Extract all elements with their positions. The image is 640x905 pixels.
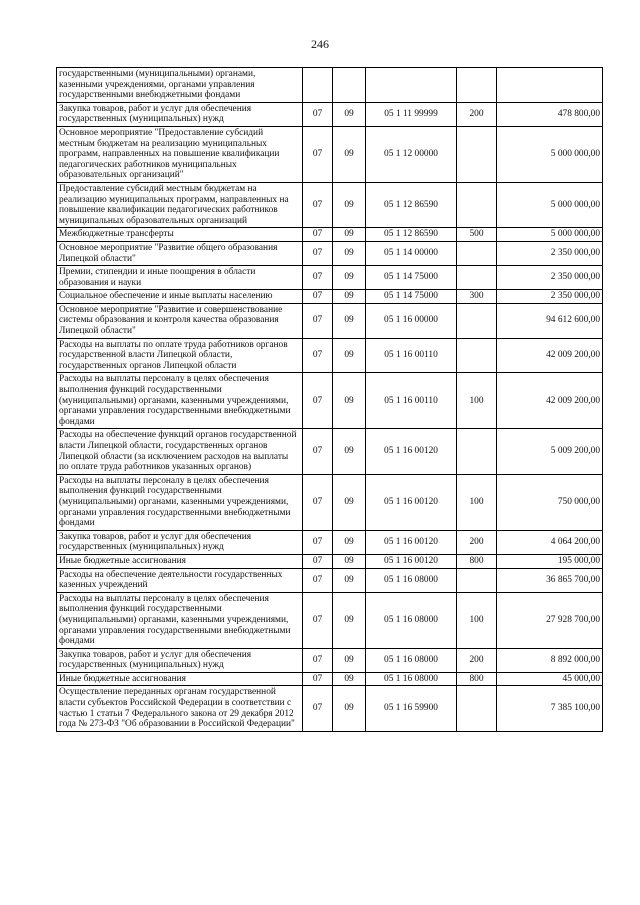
row-code-cell: 05 1 16 00120 [366,530,457,554]
table-row [57,303,603,338]
row-sum-cell: 8 892 000,00 [497,648,603,672]
row-name-cell: Осуществление переданных органам государственной власти субъектов Российской Федерации в соответствии с частью 1 статьи 7 Федерального закона от 29 декабря 2012 года № 273-ФЗ "Об образовании в Российской Федерации" [57,686,303,731]
row-section-cell: 07 [303,474,333,530]
row-code-cell: 05 1 16 00120 [366,429,457,474]
row-name-cell: Основное мероприятие "Развитие и совершенствование системы образования и контроля качества образования Липецкой области" [57,303,303,338]
row-subsection-cell: 09 [333,182,366,227]
row-type-cell [457,686,497,731]
row-section-cell: 07 [303,373,333,429]
row-name-cell: Социальное обеспечение и иные выплаты населению [57,290,303,304]
row-code-cell: 05 1 14 75000 [366,266,457,290]
table-row [57,373,603,429]
row-type-cell [457,126,497,182]
row-subsection-cell: 09 [333,686,366,731]
table-row [57,686,603,731]
row-sum-cell: 2 350 000,00 [497,266,603,290]
row-type-cell [457,338,497,373]
row-code-cell: 05 1 14 75000 [366,290,457,304]
row-sum-cell: 5 000 000,00 [497,228,603,242]
row-code-cell: 05 1 16 00120 [366,474,457,530]
row-code-cell: 05 1 16 00110 [366,338,457,373]
table-row [57,592,603,648]
row-code-cell: 05 1 16 00120 [366,554,457,568]
table-row [57,102,603,126]
table-row [57,554,603,568]
row-code-cell: 05 1 16 08000 [366,672,457,686]
row-type-cell [457,568,497,592]
row-subsection-cell: 09 [333,102,366,126]
row-subsection-cell: 09 [333,592,366,648]
row-sum-cell [497,68,603,103]
row-section-cell: 07 [303,126,333,182]
row-type-cell: 800 [457,554,497,568]
row-code-cell: 05 1 16 00000 [366,303,457,338]
row-section-cell: 07 [303,530,333,554]
row-code-cell: 05 1 12 86590 [366,182,457,227]
row-section-cell: 07 [303,672,333,686]
row-type-cell: 100 [457,474,497,530]
row-sum-cell: 36 865 700,00 [497,568,603,592]
row-type-cell [457,429,497,474]
row-subsection-cell: 09 [333,290,366,304]
row-subsection-cell: 09 [333,303,366,338]
row-subsection-cell: 09 [333,474,366,530]
row-name-cell: Закупка товаров, работ и услуг для обеспечения государственных (муниципальных) нужд [57,648,303,672]
row-section-cell: 07 [303,102,333,126]
row-type-cell: 500 [457,228,497,242]
row-subsection-cell: 09 [333,530,366,554]
row-code-cell: 05 1 16 59900 [366,686,457,731]
row-code-cell: 05 1 16 00110 [366,373,457,429]
table-row [57,429,603,474]
row-code-cell: 05 1 16 08000 [366,648,457,672]
row-code-cell: 05 1 14 00000 [366,241,457,265]
row-sum-cell: 45 000,00 [497,672,603,686]
budget-table [56,67,603,732]
row-name-cell: Расходы на обеспечение функций органов государственной власти Липецкой области, государственных органов Липецкой области (за исключением расходов на выплаты по оплате труда работников указанных органов) [57,429,303,474]
row-section-cell: 07 [303,554,333,568]
row-section-cell: 07 [303,592,333,648]
table-row [57,68,603,103]
row-type-cell: 100 [457,592,497,648]
table-row [57,182,603,227]
row-subsection-cell: 09 [333,126,366,182]
row-type-cell [457,182,497,227]
row-name-cell: Иные бюджетные ассигнования [57,554,303,568]
row-name-cell: Расходы на выплаты по оплате труда работников органов государственной власти Липецкой области, государственных органов Липецкой области [57,338,303,373]
row-sum-cell: 7 385 100,00 [497,686,603,731]
row-subsection-cell: 09 [333,672,366,686]
row-subsection-cell: 09 [333,228,366,242]
row-sum-cell: 195 000,00 [497,554,603,568]
row-sum-cell: 750 000,00 [497,474,603,530]
row-section-cell: 07 [303,266,333,290]
row-section-cell: 07 [303,568,333,592]
row-sum-cell: 5 000 000,00 [497,182,603,227]
row-type-cell: 300 [457,290,497,304]
row-subsection-cell: 09 [333,648,366,672]
row-type-cell [457,68,497,103]
table-row [57,530,603,554]
row-type-cell: 200 [457,648,497,672]
row-section-cell: 07 [303,241,333,265]
row-code-cell: 05 1 12 00000 [366,126,457,182]
row-name-cell: Предоставление субсидий местным бюджетам на реализацию муниципальных программ, направленных на повышение квалификации педагогических работников муниципальных образовательных организаций [57,182,303,227]
row-name-cell: Премии, стипендии и иные поощрения в области образования и науки [57,266,303,290]
row-sum-cell: 94 612 600,00 [497,303,603,338]
row-name-cell: Иные бюджетные ассигнования [57,672,303,686]
row-name-cell: Расходы на выплаты персоналу в целях обеспечения выполнения функций государственными (муниципальными) органами, казенными учреждениями, органами управления государственными внебюджетными фондами [57,592,303,648]
row-sum-cell: 4 064 200,00 [497,530,603,554]
row-type-cell: 100 [457,373,497,429]
row-section-cell: 07 [303,338,333,373]
row-section-cell: 07 [303,303,333,338]
row-section-cell: 07 [303,429,333,474]
row-subsection-cell: 09 [333,338,366,373]
row-section-cell [303,68,333,103]
table-row [57,648,603,672]
row-subsection-cell: 09 [333,554,366,568]
table-row [57,568,603,592]
row-name-cell: Расходы на обеспечение деятельности государственных казенных учреждений [57,568,303,592]
row-name-cell: государственными (муниципальными) органами, казенными учреждениями, органами управления государственными внебюджетными фондами [57,68,303,103]
row-code-cell: 05 1 12 86590 [366,228,457,242]
table-row [57,672,603,686]
row-code-cell: 05 1 16 08000 [366,568,457,592]
row-type-cell: 800 [457,672,497,686]
row-section-cell: 07 [303,686,333,731]
row-sum-cell: 478 800,00 [497,102,603,126]
row-type-cell [457,303,497,338]
row-sum-cell: 2 350 000,00 [497,290,603,304]
row-subsection-cell: 09 [333,266,366,290]
table-row [57,266,603,290]
table-row [57,338,603,373]
row-subsection-cell: 09 [333,373,366,429]
row-name-cell: Основное мероприятие "Развитие общего образования Липецкой области" [57,241,303,265]
row-code-cell: 05 1 11 99999 [366,102,457,126]
row-type-cell [457,266,497,290]
row-sum-cell: 5 000 000,00 [497,126,603,182]
table-row [57,290,603,304]
row-section-cell: 07 [303,648,333,672]
page-number: 246 [311,37,329,51]
row-subsection-cell: 09 [333,568,366,592]
row-sum-cell: 27 928 700,00 [497,592,603,648]
row-section-cell: 07 [303,290,333,304]
row-type-cell: 200 [457,530,497,554]
row-name-cell: Расходы на выплаты персоналу в целях обеспечения выполнения функций государственными (муниципальными) органами, казенными учреждениями, органами управления государственными внебюджетными фондами [57,373,303,429]
table-row [57,228,603,242]
table-row [57,126,603,182]
row-type-cell: 200 [457,102,497,126]
row-sum-cell: 42 009 200,00 [497,338,603,373]
row-name-cell: Закупка товаров, работ и услуг для обеспечения государственных (муниципальных) нужд [57,530,303,554]
row-subsection-cell [333,68,366,103]
row-section-cell: 07 [303,228,333,242]
row-name-cell: Расходы на выплаты персоналу в целях обеспечения выполнения функций государственными (муниципальными) органами, казенными учреждениями, органами управления государственными внебюджетными фондами [57,474,303,530]
row-name-cell: Основное мероприятие "Предоставление субсидий местным бюджетам на реализацию муниципальных программ, направленных на повышение квалификации педагогических работников муниципальных образовательных организаций" [57,126,303,182]
row-code-cell [366,68,457,103]
row-section-cell: 07 [303,182,333,227]
row-type-cell [457,241,497,265]
row-sum-cell: 5 009 200,00 [497,429,603,474]
table-row [57,474,603,530]
table-row [57,241,603,265]
row-subsection-cell: 09 [333,429,366,474]
row-code-cell: 05 1 16 08000 [366,592,457,648]
row-sum-cell: 2 350 000,00 [497,241,603,265]
row-name-cell: Межбюджетные трансферты [57,228,303,242]
row-sum-cell: 42 009 200,00 [497,373,603,429]
row-subsection-cell: 09 [333,241,366,265]
row-name-cell: Закупка товаров, работ и услуг для обеспечения государственных (муниципальных) нужд [57,102,303,126]
